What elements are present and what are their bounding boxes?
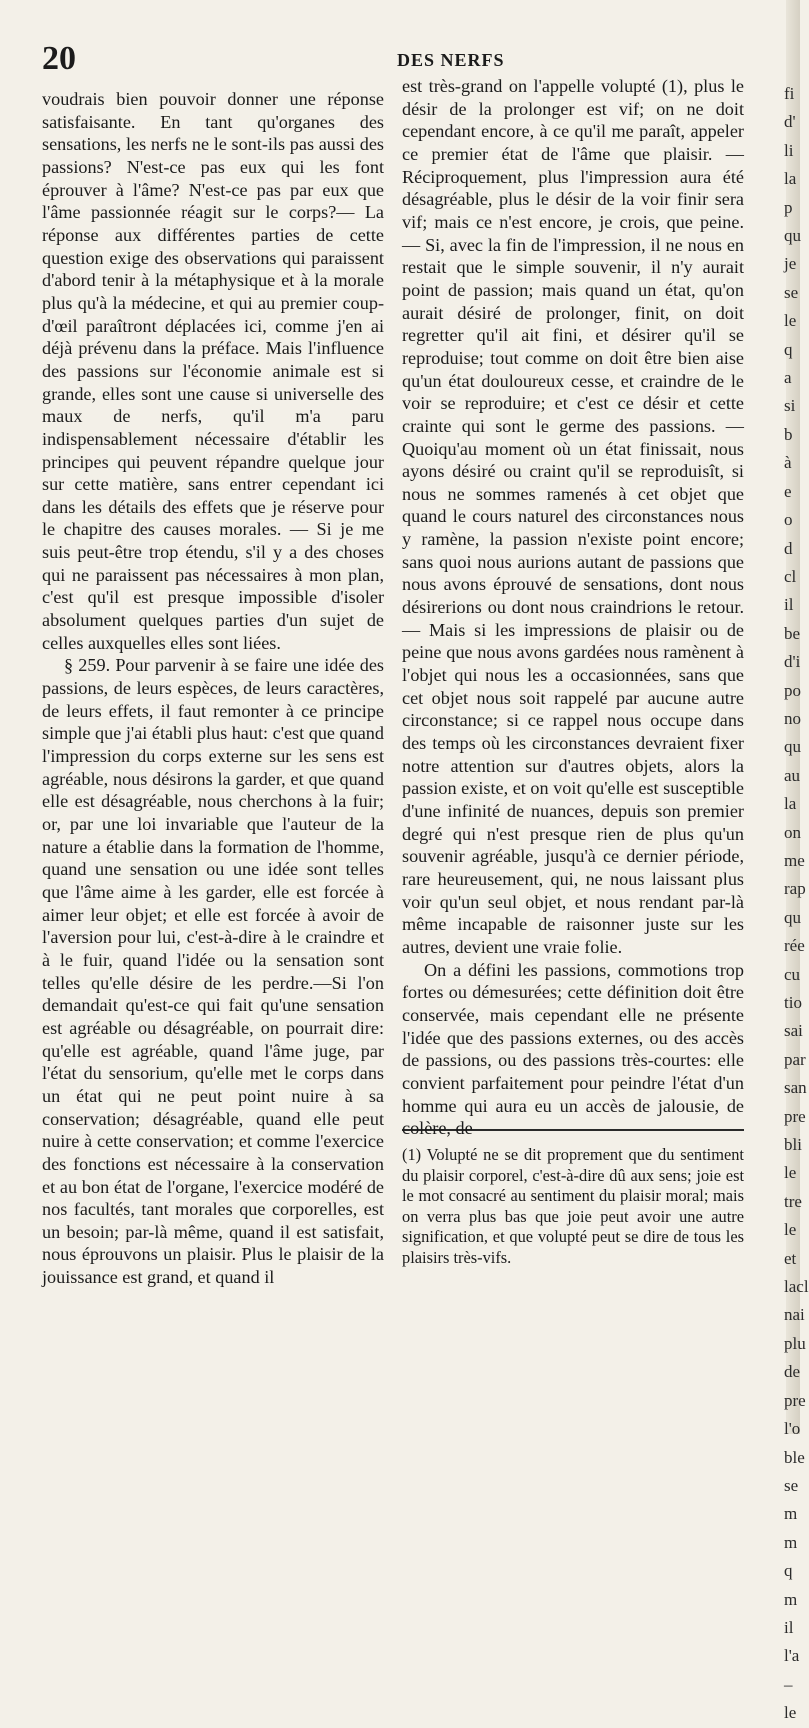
bleed-fragment: par xyxy=(784,1049,806,1069)
bleed-fragment: b xyxy=(784,424,793,444)
bleed-fragment: fi xyxy=(784,84,795,103)
bleed-fragment: qu xyxy=(784,226,801,246)
bleed-fragment: se xyxy=(784,1475,799,1495)
bleed-fragment: q xyxy=(784,339,793,359)
bleed-fragment: je xyxy=(784,254,797,274)
left-paragraph-1: voudrais bien pouvoir donner une réponse satisfaisante. En tant qu'organes des sensations, les nerfs ne le sont-ils pas aussi des passions? N'est-ce pas eux qui les font éprouver à l'âme? N'est-ce pas par eux que l'âme passionnée réagit sur le corps?— La réponse aux différentes parties de cette question exige des observations qui paraissent d'abord tenir à la métaphysique et à la morale plus qu'à la médecine, et qui au premier coup-d'œil paraîtront déplacées ici, comme j'en ai déjà prévenu dans la préface. Mais l'influence des passions sur l'économie animale est si grande, elles sont une cause si universelle des maux de nerfs, qu'il m'a paru indispensablement nécessaire d'établir les principes qui peuvent répandre quelque jour sur cette matière, sans entrer cependant ici dans les détails des effets que je réserve pour le chapitre des causes morales. — Si je me suis peut-être trop étendu, s'il y a des choses qui ne paraissent pas nécessaires à mon plan, c'est qu'il est presque impossible d'isoler absolument quelques parties d'un sujet de celles auxquelles elles sont liées. xyxy=(42,89,384,653)
bleed-fragment: li xyxy=(784,140,794,160)
bleed-fragment: il xyxy=(784,595,794,615)
bleed-fragment: rée xyxy=(784,936,805,956)
bleed-fragment: l'o xyxy=(784,1419,801,1439)
bleed-fragment: – xyxy=(784,1674,793,1694)
bleed-fragment: san xyxy=(784,1078,807,1098)
bleed-fragment: de xyxy=(784,1362,801,1382)
right-body-text xyxy=(402,75,744,1139)
bleed-fragment: me xyxy=(784,850,805,870)
bleed-fragment: au xyxy=(784,765,801,785)
bleed-fragment: cl xyxy=(784,566,797,586)
bleed-fragment: à xyxy=(784,453,792,473)
bleed-fragment: on xyxy=(784,822,801,842)
bleed-fragment: nai xyxy=(784,1305,805,1325)
bleed-fragment: q xyxy=(784,1561,793,1581)
left-paragraph-2: § 259. Pour parvenir à se faire une idée des passions, de leurs espèces, de leurs caractères, de leurs effets, il faut remonter à ce principe simple que j'ai établi plus haut: c'est que quand l'impression du corps externe sur les sens est agréable, nous désirons la garder, et que quand elle est désagréable, nous cherchons à la fuir; or, par une loi invariable que l'auteur de la nature a établie dans la formation de l'homme, quand une sensation ou une idée sont telles que l'âme aime à les garder, elle est forcée à aimer leur objet; et elle est forcée à avoir de l'aversion pour lui, c'est-à-dire à le craindre et à le fuir, quand l'idée ou la sensation sont telles qu'elle désire de les perdre.—Si l'on demandait qu'est-ce qui fait qu'une sensation est agréable ou désagréable, on pourrait dire: qu'elle est agréable, quand l'âme juge, par l'état du sensorium, qu'elle met le corps dans un état qui ne peut point nuire à sa conservation; désagréable, quand elle peut nuire à cette conservation; et comme l'exercice des fonctions est nécessaire à la conservation et au bon état de l'organe, l'exercice modéré de nos facultés, tant morales que corporelles, est un besoin; par-là même, quand il est satisfait, nous éprouvons un plaisir. Plus le plaisir de la jouissance est grand, et quand il xyxy=(42,655,384,1288)
bleed-fragment: la xyxy=(784,794,797,814)
bleed-fragment: pre xyxy=(784,1390,806,1410)
bleed-fragment: le xyxy=(784,1220,797,1240)
bleed-fragment: m xyxy=(784,1504,798,1524)
bleed-fragment: a xyxy=(784,368,792,388)
bleed-fragment: e xyxy=(784,481,792,501)
bleed-fragment: tio xyxy=(784,993,802,1012)
bleed-fragment: tre xyxy=(784,1191,802,1211)
page-number: 20 xyxy=(42,40,76,77)
facing-page-bleed xyxy=(762,80,809,1723)
bleed-fragment: plu xyxy=(784,1333,806,1353)
bleed-fragment: lacl xyxy=(784,1277,809,1297)
bleed-fragment: il xyxy=(784,1617,794,1637)
bleed-fragment: o xyxy=(784,510,793,530)
bleed-fragment: d'i xyxy=(784,652,801,672)
bleed-fragment: le xyxy=(784,1703,797,1723)
right-column xyxy=(402,75,744,1269)
bleed-fragment: si xyxy=(784,396,796,416)
bleed-fragment: bli xyxy=(784,1135,802,1155)
bleed-fragment: m xyxy=(784,1589,798,1609)
bleed-fragment: qu xyxy=(784,737,801,757)
bleed-fragment: cu xyxy=(784,964,801,984)
bleed-fragment: be xyxy=(784,623,801,643)
bleed-fragment: pre xyxy=(784,1106,806,1126)
running-head: DES NERFS xyxy=(397,50,505,70)
bleed-fragment: p xyxy=(784,197,793,217)
bleed-fragment: rap xyxy=(784,879,806,899)
bleed-fragment: sai xyxy=(784,1021,803,1041)
right-paragraph-2: On a défini les passions, commotions trop fortes ou démesurées; cette définition doit être conservée, mais cependant elle ne présente l'idée que des passions externes, ou des accès de passions, ou des passions très-courtes: elle convient parfaitement pour peindre l'état d'un homme qui aura eu un accès de jalousie, de colère, de xyxy=(402,959,744,1139)
bleed-fragment: ble xyxy=(784,1447,805,1467)
bleed-fragment: le xyxy=(784,311,797,331)
bleed-fragment: le xyxy=(784,1163,797,1183)
bleed-fragment: no xyxy=(784,708,801,728)
page-header xyxy=(42,40,732,80)
bleed-fragment: m xyxy=(784,1532,798,1552)
bleed-fragment: et xyxy=(784,1248,797,1268)
bleed-fragment: l'a xyxy=(784,1646,800,1666)
footnote: (1) Volupté ne se dit proprement que du sentiment du plaisir corporel, c'est-à-dire dû aux sens; joie est le mot consacré au sentiment du plaisir moral; mais on verra plus bas que joie peut avoir une autre signification, et que volupté peut se dire de tous les plaisirs très-vifs. xyxy=(402,1145,744,1267)
bleed-fragment: se xyxy=(784,282,799,302)
left-column xyxy=(42,88,384,1289)
bleed-fragment: d' xyxy=(784,112,796,132)
right-paragraph-1: est très-grand on l'appelle volupté (1), plus le désir de la prolonger est vif; on ne doit cependant encore, à ce qu'il me paraît, appeler ce premier état de l'âme que plaisir. — Réciproquement, plus l'impression aura été désagréable, plus le désir de la voir finir sera vif; mais ce n'est encore, je crois, que peine. — Si, avec la fin de l'impression, il ne nous en restait que le simple souvenir, il n'y aurait point de passion; mais quand un état, qu'on aurait désiré de prolonger, finit, on doit regretter qu'il ait fini, et désirer qu'il se reproduise; tout comme on doit être bien aise qu'un état douloureux cesse, et craindre de le voir se reproduire; et c'est ce désir et cette crainte qui sont le germe des passions. — Quoiqu'au moment où un état finissait, nous ayons désiré ou craint qu'il se reproduisît, si nous ne sommes ramenés à cet objet que quand le cours naturel des circonstances nous y ramène, la passion n'existe point encore; sans quoi nous aurions autant de passions que nous avons éprouvé de sensations, dont nous désirerions ou dont nous craindrions le retour. — Mais si les impressions de plaisir ou de peine que nous avons gardées nous ramènent à l'objet qui nous les a occasionnées, sans que cet objet nous soit rappelé par aucune autre circonstance; si ce rappel nous occupe dans des temps où les circonstances devraient fixer notre attention sur d'autres objets, alors la passion existe, et on voit qu'elle est susceptible d'une infinité de nuances, depuis son premier degré qui n'est presque rien de plus qu'un souvenir agréable, jusqu'à ce dernier période, rare heureusement, qui, ne nous laissant plus voir qu'un seul objet, et nous rendant par-là même incapable de raisonner juste sur les autres, devient une vraie folie. xyxy=(402,76,744,957)
bleed-fragment: la xyxy=(784,169,797,189)
bleed-fragment: d xyxy=(784,538,793,558)
bleed-fragment: po xyxy=(784,680,801,700)
bleed-fragment: qu xyxy=(784,907,801,927)
